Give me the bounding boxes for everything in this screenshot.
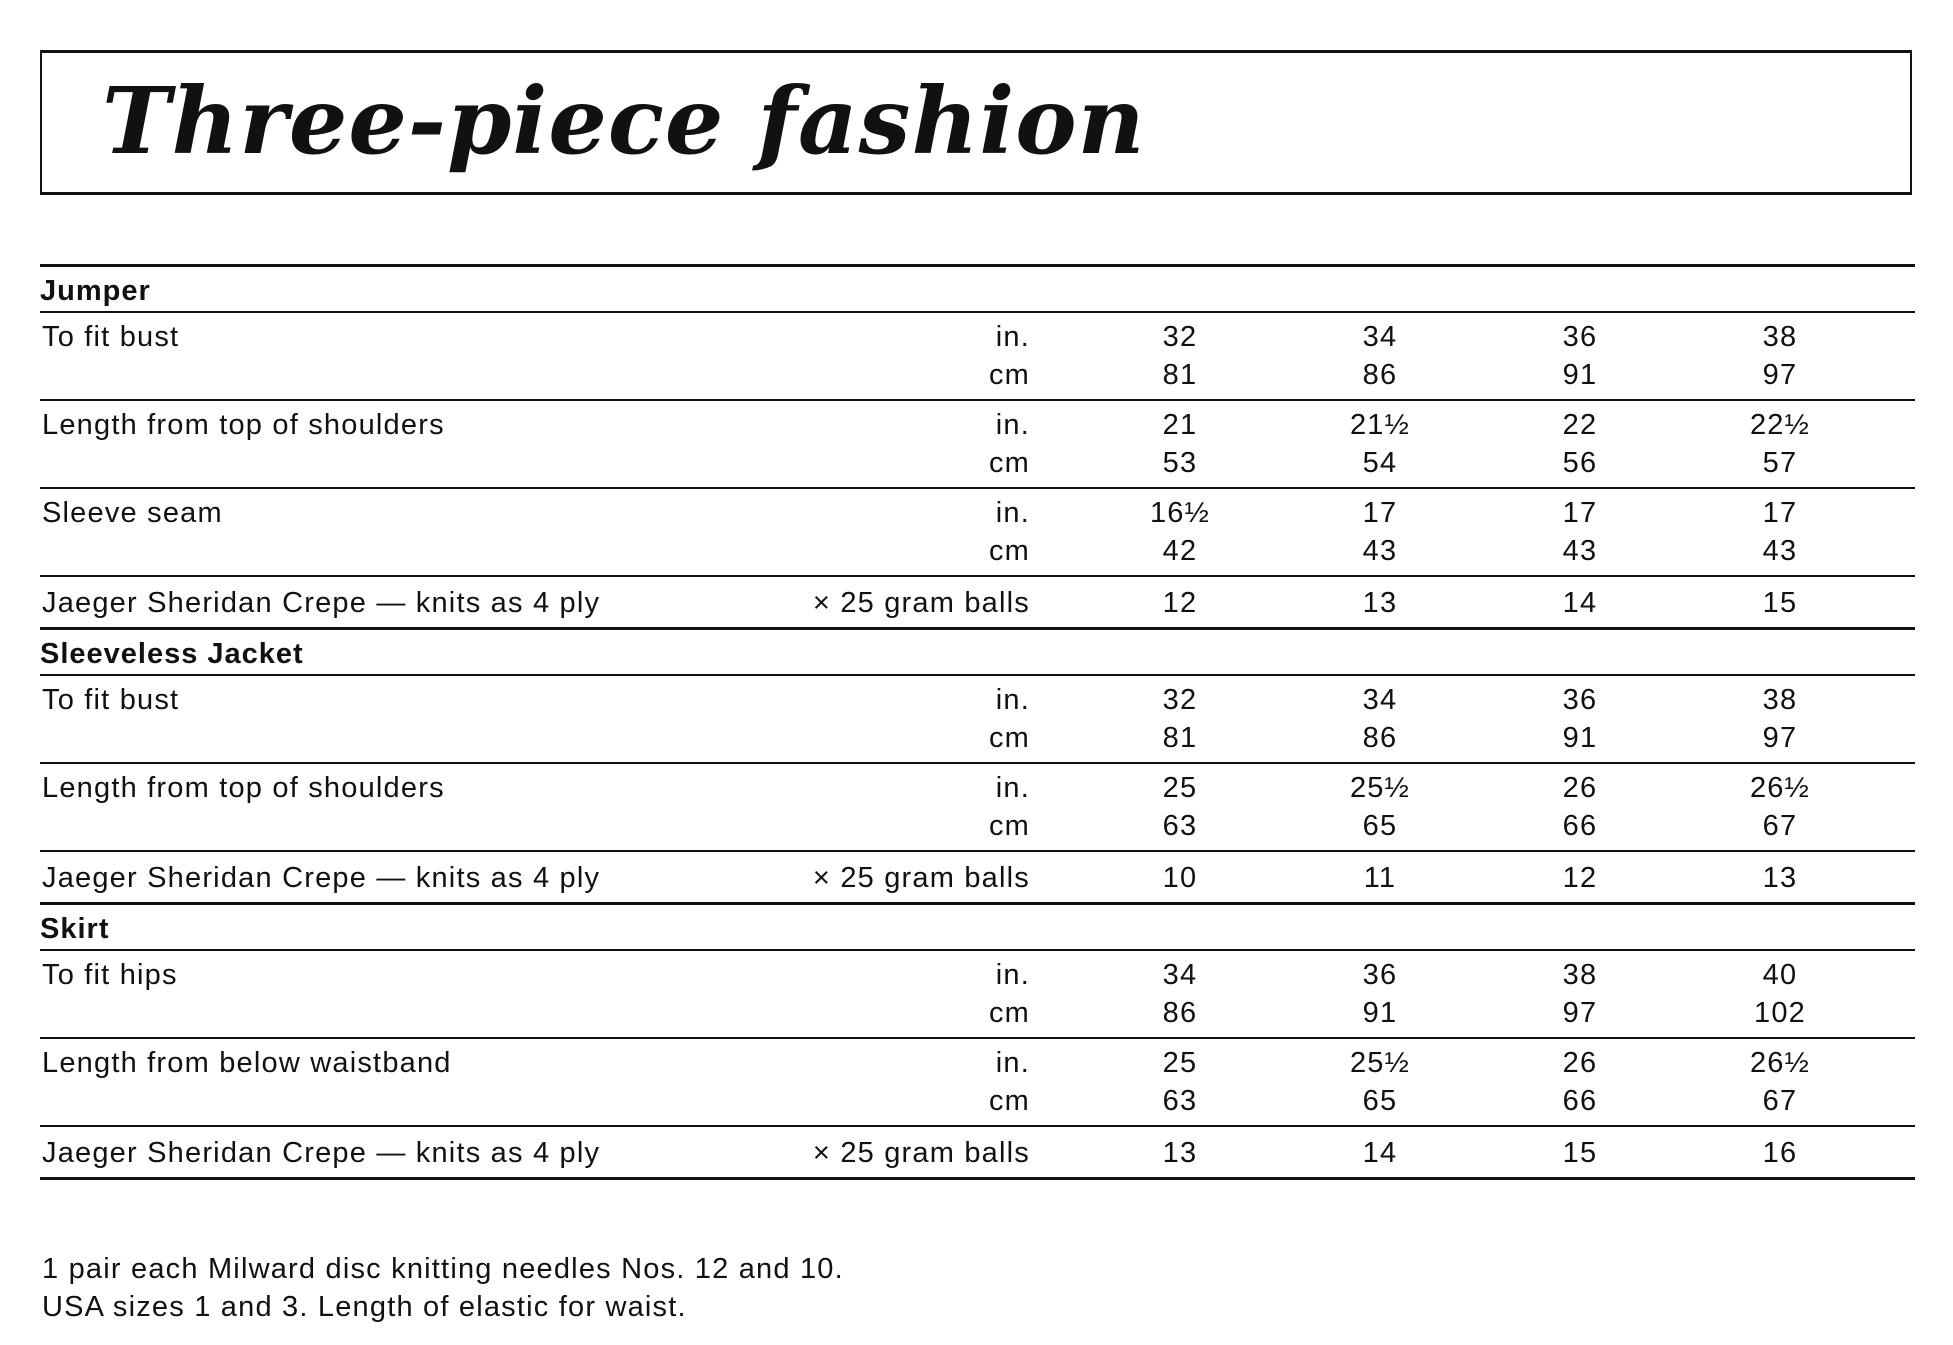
value-cell: 15	[1562, 1137, 1598, 1169]
footnote	[42, 1250, 844, 1326]
value-cell: 86	[1362, 722, 1398, 754]
value-cell: 26	[1562, 772, 1598, 804]
unit-label: cm	[988, 535, 1030, 567]
unit-label: cm	[988, 810, 1030, 842]
value-cell: 86	[1162, 997, 1198, 1029]
value-cell: 65	[1362, 1085, 1398, 1117]
table-row	[40, 1127, 1915, 1177]
value-cell: 25½	[1349, 1047, 1411, 1079]
row-label: Sleeve seam	[42, 497, 223, 529]
value-cell: 36	[1562, 321, 1598, 353]
unit-label: cm	[988, 359, 1030, 391]
section-jumper	[40, 267, 1915, 630]
unit-label: in.	[995, 321, 1030, 353]
unit-label: in.	[995, 684, 1030, 716]
value-cell: 81	[1162, 359, 1198, 391]
value-cell: 91	[1562, 359, 1598, 391]
value-cell: 38	[1762, 321, 1798, 353]
value-cell: 26	[1562, 1047, 1598, 1079]
row-label: To fit hips	[42, 959, 178, 991]
value-cell: 12	[1162, 587, 1198, 619]
unit-label: in.	[995, 409, 1030, 441]
value-cell: 25	[1162, 1047, 1198, 1079]
value-cell: 67	[1762, 810, 1798, 842]
title-box	[40, 50, 1912, 195]
unit-label: in.	[995, 497, 1030, 529]
section-skirt	[40, 905, 1915, 1180]
value-cell: 25	[1162, 772, 1198, 804]
value-cell: 12	[1562, 862, 1598, 894]
row-label: Length from top of shoulders	[42, 772, 445, 804]
value-cell: 22½	[1749, 409, 1811, 441]
row-label: Jaeger Sheridan Crepe — knits as 4 ply	[42, 587, 601, 619]
section-sleeveless-jacket	[40, 630, 1915, 905]
value-cell: 38	[1562, 959, 1598, 991]
value-cell: 16½	[1149, 497, 1211, 529]
row-label: Length from top of shoulders	[42, 409, 445, 441]
unit-label: cm	[988, 722, 1030, 754]
table-row	[40, 764, 1915, 852]
section-title: Sleeveless Jacket	[40, 630, 1915, 676]
value-cell: 53	[1162, 447, 1198, 479]
value-cell: 63	[1162, 810, 1198, 842]
value-cell: 11	[1363, 862, 1397, 894]
value-cell: 42	[1162, 535, 1198, 567]
footnote-line: USA sizes 1 and 3. Length of elastic for waist.	[42, 1291, 687, 1323]
value-cell: 26½	[1749, 1047, 1811, 1079]
value-cell: 10	[1162, 862, 1198, 894]
value-cell: 54	[1362, 447, 1398, 479]
value-cell: 13	[1362, 587, 1398, 619]
value-cell: 34	[1362, 321, 1398, 353]
value-cell: 65	[1362, 810, 1398, 842]
unit-label: cm	[988, 997, 1030, 1029]
value-cell: 25½	[1349, 772, 1411, 804]
value-cell: 97	[1762, 359, 1798, 391]
value-cell: 102	[1754, 997, 1806, 1029]
value-cell: 16	[1762, 1137, 1798, 1169]
value-cell: 21½	[1349, 409, 1411, 441]
table-row	[40, 676, 1915, 764]
value-cell: 21	[1162, 409, 1198, 441]
value-cell: 66	[1562, 1085, 1598, 1117]
value-cell: 14	[1362, 1137, 1398, 1169]
value-cell: 57	[1762, 447, 1798, 479]
row-label: To fit bust	[42, 321, 180, 353]
size-table	[40, 264, 1915, 1180]
value-cell: 91	[1362, 997, 1398, 1029]
value-cell: 63	[1162, 1085, 1198, 1117]
value-cell: 17	[1762, 497, 1798, 529]
unit-label: cm	[988, 1085, 1030, 1117]
value-cell: 91	[1562, 722, 1598, 754]
table-row	[40, 401, 1915, 489]
value-cell: 36	[1562, 684, 1598, 716]
footnote-line: 1 pair each Milward disc knitting needles Nos. 12 and 10.	[42, 1253, 844, 1285]
value-cell: 66	[1562, 810, 1598, 842]
value-cell: 67	[1762, 1085, 1798, 1117]
unit-label: in.	[995, 1047, 1030, 1079]
row-label: Jaeger Sheridan Crepe — knits as 4 ply	[42, 1137, 601, 1169]
value-cell: 13	[1162, 1137, 1198, 1169]
value-cell: 43	[1362, 535, 1398, 567]
value-cell: 13	[1762, 862, 1798, 894]
table-row	[40, 313, 1915, 401]
unit-label: in.	[995, 772, 1030, 804]
balls-unit-label: × 25 gram balls	[812, 587, 1030, 619]
value-cell: 15	[1762, 587, 1798, 619]
value-cell: 97	[1562, 997, 1598, 1029]
value-cell: 17	[1562, 497, 1598, 529]
value-cell: 81	[1162, 722, 1198, 754]
value-cell: 86	[1362, 359, 1398, 391]
value-cell: 17	[1362, 497, 1398, 529]
row-label: Length from below waistband	[42, 1047, 452, 1079]
value-cell: 32	[1162, 684, 1198, 716]
table-row	[40, 1039, 1915, 1127]
value-cell: 38	[1762, 684, 1798, 716]
unit-label: in.	[995, 959, 1030, 991]
table-row	[40, 852, 1915, 902]
value-cell: 40	[1762, 959, 1798, 991]
value-cell: 14	[1562, 587, 1598, 619]
row-label: Jaeger Sheridan Crepe — knits as 4 ply	[42, 862, 601, 894]
value-cell: 32	[1162, 321, 1198, 353]
table-row	[40, 489, 1915, 577]
value-cell: 43	[1762, 535, 1798, 567]
value-cell: 43	[1562, 535, 1598, 567]
table-row	[40, 577, 1915, 627]
value-cell: 22	[1562, 409, 1598, 441]
section-title: Jumper	[40, 267, 1915, 313]
value-cell: 34	[1162, 959, 1198, 991]
value-cell: 36	[1362, 959, 1398, 991]
row-label: To fit bust	[42, 684, 180, 716]
table-row	[40, 951, 1915, 1039]
unit-label: cm	[988, 447, 1030, 479]
balls-unit-label: × 25 gram balls	[812, 862, 1030, 894]
balls-unit-label: × 25 gram balls	[812, 1137, 1030, 1169]
value-cell: 56	[1562, 447, 1598, 479]
page-title: Three-piece fashion	[102, 67, 1146, 175]
value-cell: 34	[1362, 684, 1398, 716]
section-title: Skirt	[40, 905, 1915, 951]
value-cell: 97	[1762, 722, 1798, 754]
value-cell: 26½	[1749, 772, 1811, 804]
